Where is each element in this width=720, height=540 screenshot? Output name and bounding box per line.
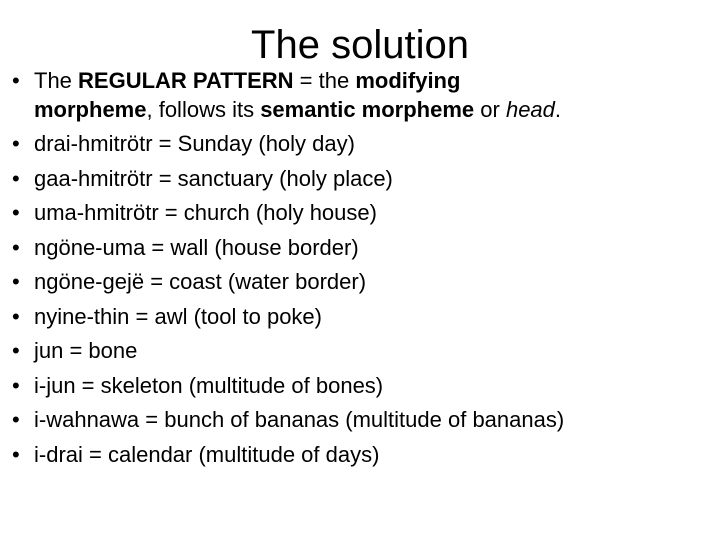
bullet-dot: • <box>12 234 20 260</box>
list-item <box>12 127 717 162</box>
intro-line-2: morpheme, follows its semantic morpheme or head. <box>34 97 562 122</box>
list-item-text: drai-hmitrötr = Sunday (holy day) <box>34 131 355 156</box>
bullet-dot: • <box>12 200 20 225</box>
list-item <box>12 438 717 473</box>
list-item <box>12 334 717 369</box>
list-item <box>12 403 717 438</box>
bullet-dot: • <box>12 338 20 363</box>
list-item-text: ngöne-uma = wall (house border) <box>34 234 359 260</box>
list-item-text: ngöne-gejë = coast (water border) <box>34 269 367 294</box>
slide-title <box>0 20 720 70</box>
list-item-text: uma-hmitrötr = church (holy house) <box>34 200 377 225</box>
list-item <box>12 300 717 335</box>
bullet-dot: • <box>12 407 20 432</box>
list-item-text: gaa-hmitrötr = sanctuary (holy place) <box>34 165 393 191</box>
list-item-text: nyine-thin = awl (tool to poke) <box>34 303 322 329</box>
list-item-text: jun = bone <box>34 338 138 363</box>
list-item-text: i-jun = skeleton (multitude of bones) <box>34 372 384 398</box>
bullet-list <box>12 66 717 472</box>
list-item <box>12 196 717 231</box>
bullet-dot: • <box>12 165 20 191</box>
list-item-text: i-drai = calendar (multitude of days) <box>34 441 380 467</box>
bullet-dot: • <box>12 441 20 467</box>
list-item <box>12 162 717 197</box>
list-item <box>12 231 717 266</box>
list-item <box>12 369 717 404</box>
bullet-dot: • <box>12 131 20 156</box>
bullet-dot: • <box>12 269 20 294</box>
slide-title-text: The solution <box>251 23 469 67</box>
bullet-dot: • <box>12 372 20 398</box>
intro-line-1: The REGULAR PATTERN = the modifying <box>34 68 461 93</box>
list-item-text: i-wahnawa = bunch of bananas (multitude of bananas) <box>34 407 565 432</box>
list-item <box>12 265 717 300</box>
bullet-dot: • <box>12 68 20 93</box>
intro-bullet <box>12 66 717 124</box>
bullet-dot: • <box>12 303 20 329</box>
